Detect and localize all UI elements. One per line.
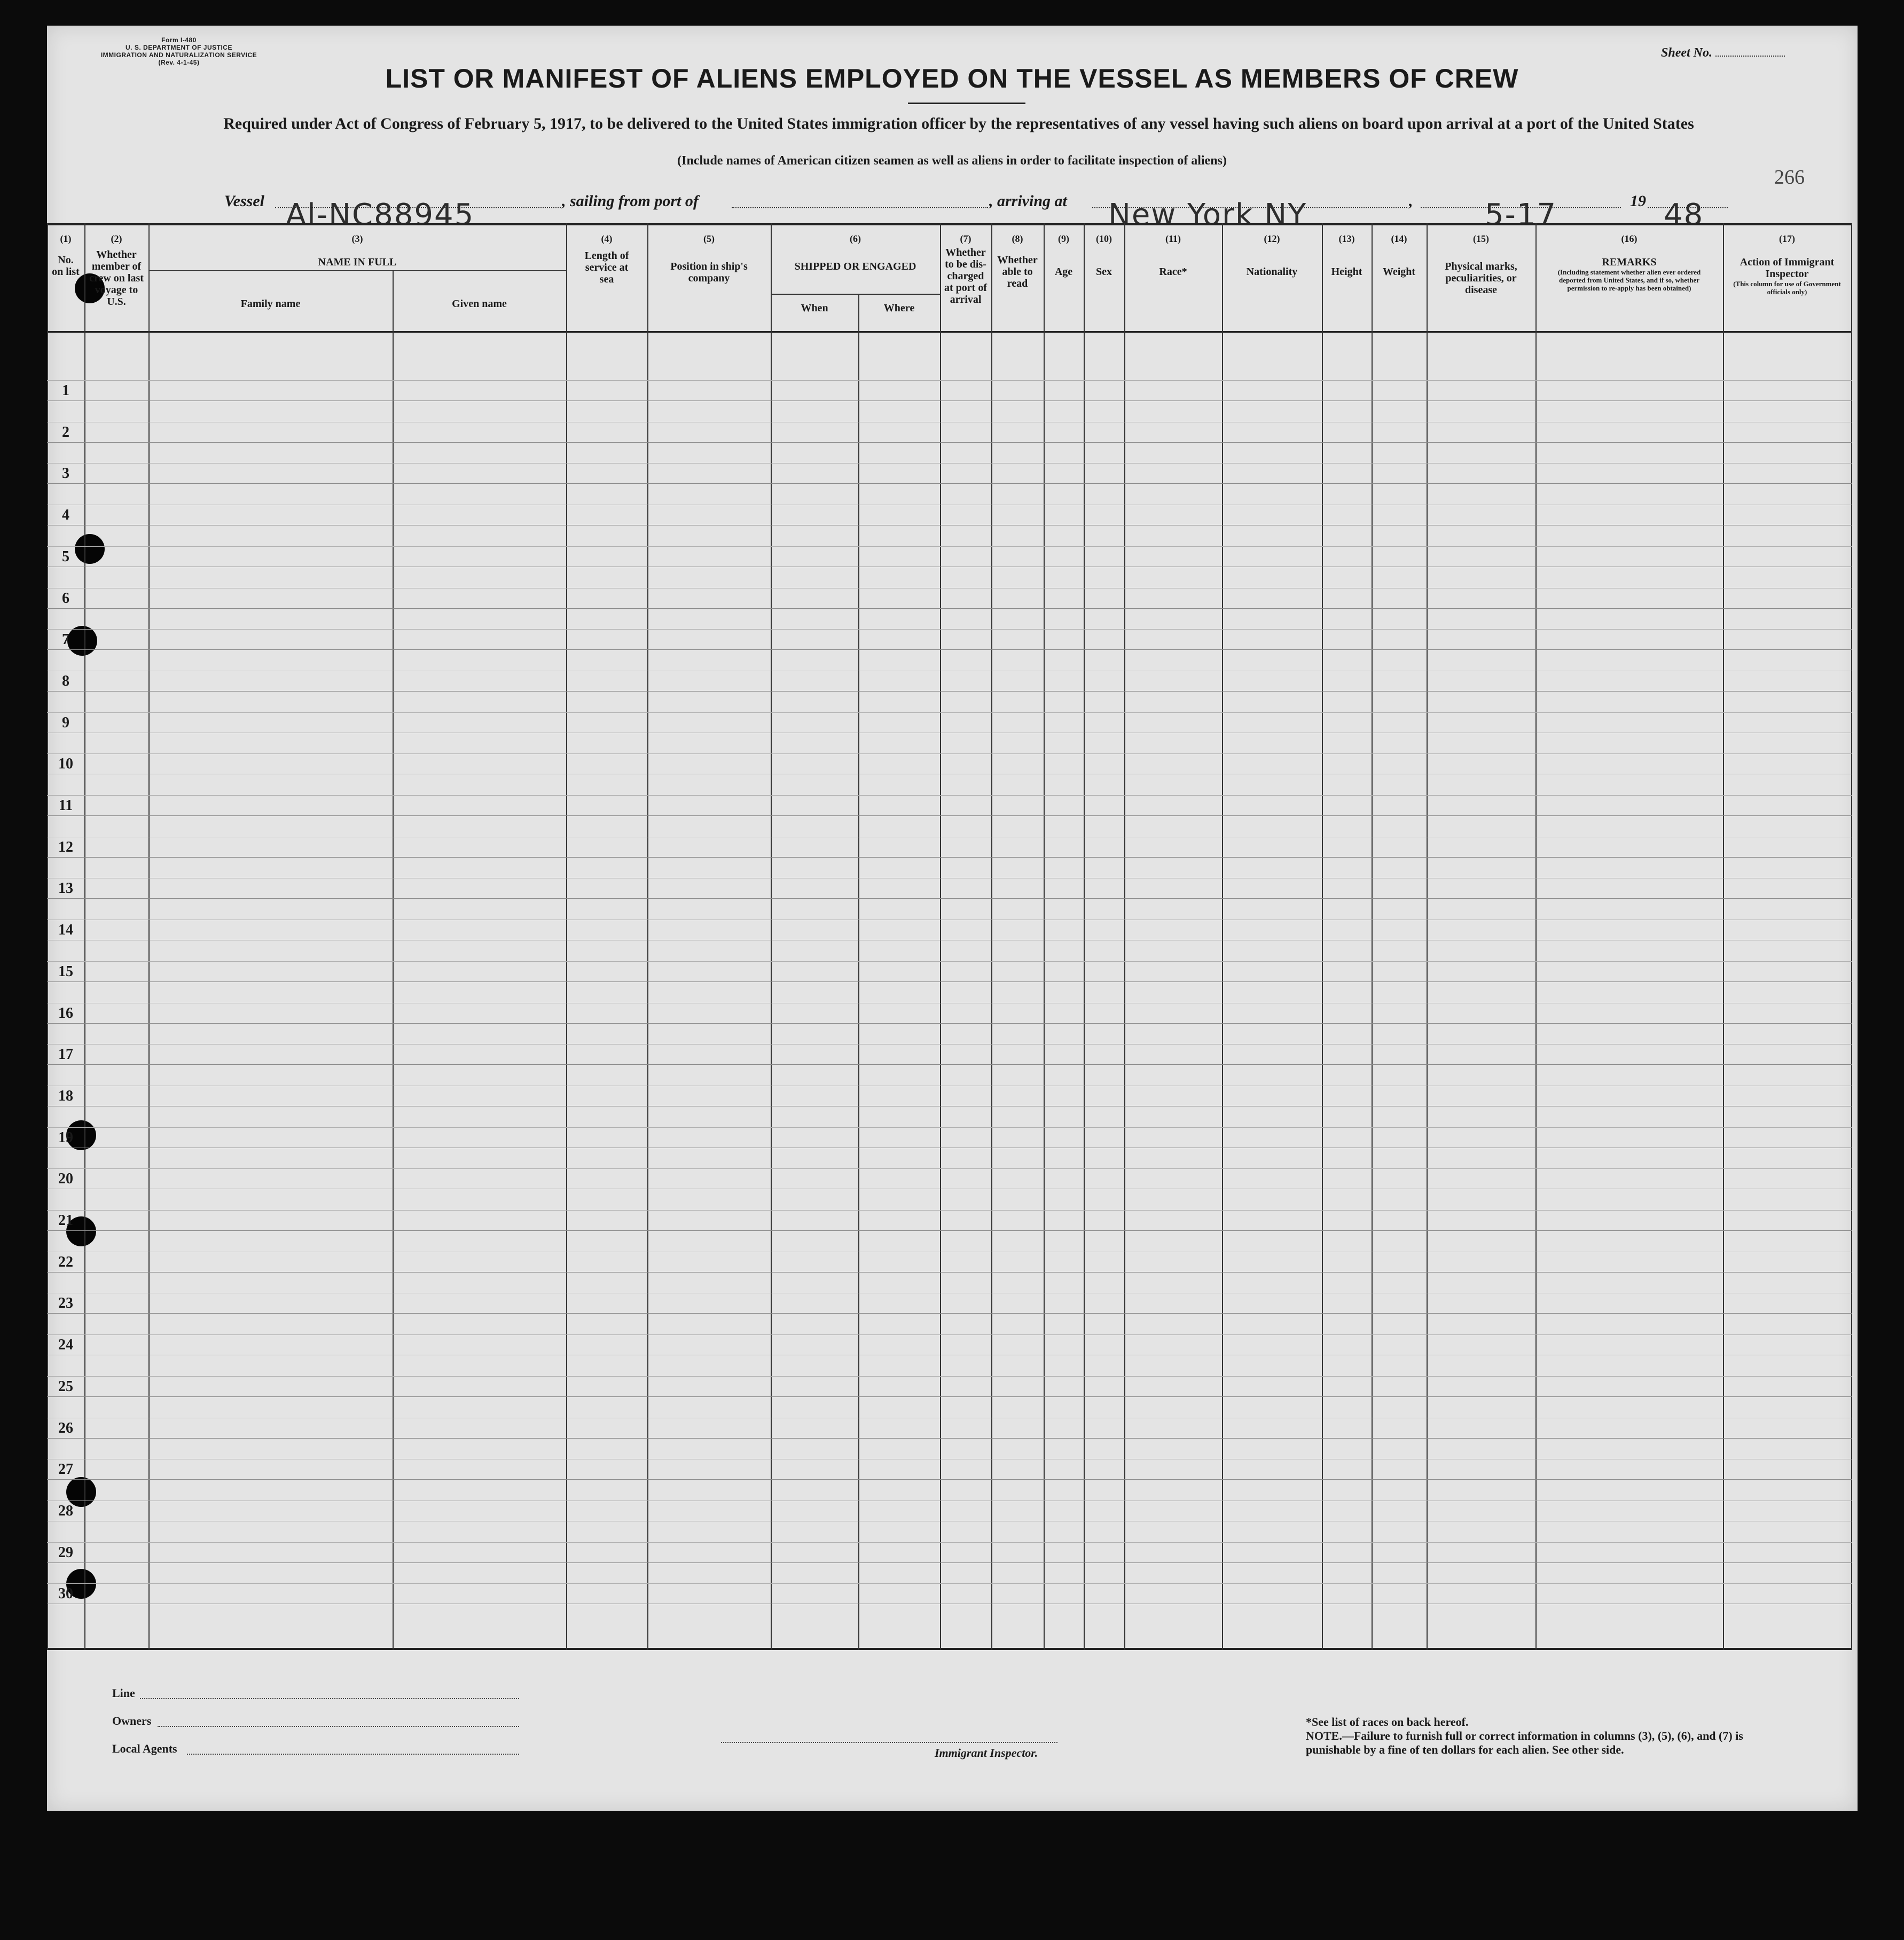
column-divider <box>1044 223 1045 1650</box>
row-number: 25 <box>58 1378 73 1395</box>
column-divider <box>1372 223 1373 1650</box>
col-label: Whether member of crew on last voyage to U.S. <box>89 249 144 308</box>
col-label: REMARKS <box>1602 256 1657 268</box>
sheet-number-blank[interactable] <box>1715 56 1785 57</box>
col-label: Action of Immigrant Inspector <box>1740 256 1835 280</box>
col-header-length-of-service <box>566 225 647 331</box>
table-row-subline <box>47 753 1852 754</box>
column-divider <box>991 223 992 1650</box>
table-row-subline <box>47 961 1852 962</box>
col-header-position <box>647 225 771 331</box>
column-divider <box>84 223 85 1650</box>
col-label: Sex <box>1096 266 1112 278</box>
sheet-number-label: Sheet No. <box>1661 46 1712 60</box>
table-row-line <box>47 815 1852 816</box>
table-row-line <box>47 442 1852 443</box>
arriving-at-label: , arriving at <box>989 192 1067 210</box>
page-subtitle: Required under Act of Congress of February 5, 1917, to be delivered to the United States immigration officer by the representatives of any vessel having such aliens on board upon arrival at a port of the United States <box>223 115 1694 132</box>
table-row-subline <box>47 463 1852 464</box>
col-number: (8) <box>1012 233 1023 244</box>
subheader-given-name: Given name <box>452 298 507 310</box>
row-number: 1 <box>62 382 69 399</box>
col-header-inspector-action <box>1723 225 1851 331</box>
row-number: 8 <box>62 673 69 689</box>
col-number: (17) <box>1779 233 1795 244</box>
row-number: 24 <box>58 1337 73 1353</box>
table-row-line <box>47 1562 1852 1563</box>
column-divider <box>647 223 648 1650</box>
table-row-line <box>47 649 1852 650</box>
column-divider <box>771 223 772 1650</box>
column-divider <box>393 270 394 1650</box>
table-row-line <box>47 1313 1852 1314</box>
row-number: 9 <box>62 714 69 731</box>
column-divider <box>1427 223 1428 1650</box>
column-divider <box>1851 223 1852 1650</box>
col-header-remarks <box>1535 225 1723 331</box>
title-underline <box>908 103 1025 104</box>
row-number: 23 <box>58 1295 73 1311</box>
row-number: 5 <box>62 548 69 565</box>
inspector-note: (This column for use of Government officials only) <box>1733 280 1841 296</box>
table-row-line <box>47 1438 1852 1439</box>
col-number: (12) <box>1264 233 1280 244</box>
row-number: 20 <box>58 1171 73 1187</box>
row-number: 30 <box>58 1585 73 1602</box>
col-header-discharged <box>940 225 991 331</box>
sailing-from-label: , sailing from port of <box>562 192 699 210</box>
table-row-subline <box>47 1376 1852 1377</box>
column-divider <box>940 223 941 1650</box>
race-note: *See list of races on back hereof. <box>1306 1715 1469 1729</box>
line-field[interactable] <box>140 1698 519 1699</box>
table-row-subline <box>47 629 1852 630</box>
col-number: (1) <box>60 233 72 244</box>
col-header-weight <box>1372 225 1427 331</box>
column-divider <box>148 223 150 1650</box>
subheader-where: Where <box>883 302 915 314</box>
table-row-line <box>47 400 1852 401</box>
table-row-line <box>47 608 1852 609</box>
row-number: 21 <box>58 1212 73 1229</box>
comma-separator: , <box>1409 192 1413 210</box>
col-label: NAME IN FULL <box>318 256 397 268</box>
col-number: (15) <box>1473 233 1489 244</box>
subheader-when: When <box>801 302 828 314</box>
col-label: Whether to be dis-charged at port of arrival <box>944 247 987 305</box>
col-number: (16) <box>1621 233 1637 244</box>
col-header-last-voyage <box>84 225 148 331</box>
page-title: LIST OR MANIFEST OF ALIENS EMPLOYED ON THE VESSEL AS MEMBERS OF CREW <box>385 64 1519 93</box>
col-number: (14) <box>1391 233 1407 244</box>
table-row-line <box>47 1023 1852 1024</box>
table-row-subline <box>47 712 1852 713</box>
column-divider <box>1222 223 1223 1650</box>
col-label: Whether able to read <box>997 254 1038 289</box>
table-row-subline <box>47 1210 1852 1211</box>
table-row-line <box>47 1479 1852 1480</box>
row-number: 27 <box>58 1461 73 1478</box>
col-number: (11) <box>1165 233 1181 244</box>
column-divider <box>858 294 859 1650</box>
row-number: 10 <box>58 756 73 772</box>
inspector-signature-field[interactable] <box>721 1742 1057 1743</box>
col-header-able-to-read <box>991 225 1044 331</box>
local-agents-field[interactable] <box>187 1754 519 1755</box>
col-label: Age <box>1054 266 1073 278</box>
column-divider <box>1322 223 1323 1650</box>
column-divider <box>1124 223 1125 1650</box>
line-label: Line <box>112 1686 135 1700</box>
penalty-note <box>1306 1729 1787 1757</box>
table-row-line <box>47 1230 1852 1231</box>
col-header-no-on-list <box>47 225 84 331</box>
row-number: 18 <box>58 1088 73 1104</box>
col-number: (10) <box>1096 233 1112 244</box>
arriving-at-field[interactable] <box>1092 198 1407 232</box>
owners-label: Owners <box>112 1714 152 1727</box>
table-row-line <box>47 1064 1852 1065</box>
table-row-subline <box>47 1168 1852 1169</box>
col-header-sex <box>1084 225 1124 331</box>
row-number: 19 <box>58 1129 73 1146</box>
table-row-subline <box>47 795 1852 796</box>
table-row-subline <box>47 380 1852 381</box>
col-number: (7) <box>960 233 971 244</box>
row-number: 26 <box>58 1420 73 1436</box>
footer-notes <box>1306 1715 1787 1757</box>
col-label: No. on list <box>52 254 80 278</box>
col-label: SHIPPED OR ENGAGED <box>794 261 916 272</box>
department-name: U. S. DEPARTMENT OF JUSTICE <box>126 44 232 51</box>
vessel-value: Al-NC88945 <box>286 198 475 232</box>
row-number: 12 <box>58 839 73 855</box>
col-label: Race* <box>1159 266 1187 278</box>
table-row-line <box>47 691 1852 692</box>
col-header-nationality <box>1222 225 1322 331</box>
col-number: (4) <box>601 233 613 244</box>
col-label: Height <box>1331 266 1362 278</box>
vessel-info-line <box>224 188 1762 232</box>
row-number: 3 <box>62 465 69 482</box>
crew-manifest-table <box>47 223 1852 1650</box>
year-field[interactable] <box>1648 198 1728 232</box>
col-number: (3) <box>351 233 363 244</box>
arriving-at-value: New York NY <box>1108 198 1307 232</box>
table-row-line <box>47 483 1852 484</box>
vessel-field[interactable] <box>275 198 561 232</box>
inspector-label: Immigrant Inspector. <box>935 1746 1038 1760</box>
col-label: Physical marks, peculiarities, or disease <box>1445 261 1517 296</box>
row-number: 2 <box>62 424 69 441</box>
sailing-from-field[interactable] <box>732 207 988 208</box>
remarks-note: (Including statement whether alien ever ordered deported from United States, and if so, whether permission to re-apply has been obtained) <box>1557 268 1701 292</box>
row-number: 16 <box>58 1005 73 1022</box>
note-label: NOTE. <box>1306 1729 1342 1742</box>
row-number: 28 <box>58 1503 73 1519</box>
year-prefix: 19 <box>1630 192 1646 210</box>
form-identification <box>91 36 267 66</box>
col-header-age <box>1044 225 1084 331</box>
service-name: IMMIGRATION AND NATURALIZATION SERVICE <box>100 51 257 59</box>
col-label: Weight <box>1382 266 1416 278</box>
row-number: 7 <box>62 631 69 648</box>
table-row-subline <box>47 1334 1852 1335</box>
table-row-line <box>47 1272 1852 1273</box>
form-revision: (Rev. 4-1-45) <box>158 59 200 66</box>
row-number: 15 <box>58 963 73 980</box>
row-number: 14 <box>58 922 73 938</box>
note-text: —Failure to furnish full or correct information in columns (3), (5), (6), and (7) is punishable by a fine of ten dollars for each alien. See other side. <box>1306 1729 1743 1756</box>
sheet-number-field[interactable] <box>1661 46 1785 60</box>
table-row-subline <box>47 1127 1852 1128</box>
col-number: (6) <box>850 233 861 244</box>
date-field[interactable] <box>1421 198 1621 232</box>
header-bottom-border <box>47 331 1852 333</box>
table-row-subline <box>47 1542 1852 1543</box>
subheader-family-name: Family name <box>240 298 301 310</box>
form-number: Form I-480 <box>161 36 197 44</box>
row-number: 17 <box>58 1046 73 1063</box>
row-number: 29 <box>58 1544 73 1561</box>
date-value: 5-17 <box>1485 198 1557 232</box>
col-label: Nationality <box>1246 266 1298 278</box>
subtitle-note: (Include names of American citizen seamen as well as aliens in order to facilitate inspection of aliens) <box>677 154 1227 168</box>
column-divider <box>1723 223 1724 1650</box>
year-value: 48 <box>1664 198 1704 232</box>
column-divider <box>566 223 567 1650</box>
col-header-physical-marks <box>1427 225 1535 331</box>
col-number: (9) <box>1058 233 1069 244</box>
col-number: (2) <box>111 233 122 244</box>
table-row-subline <box>47 1583 1852 1584</box>
col-label: Length of service at sea <box>584 250 629 285</box>
row-number: 13 <box>58 880 73 897</box>
row-number: 22 <box>58 1254 73 1270</box>
table-row-line <box>47 1396 1852 1397</box>
col-label: Position in ship's company <box>670 261 748 284</box>
col-header-race <box>1124 225 1222 331</box>
row-number: 6 <box>62 590 69 607</box>
owners-field[interactable] <box>158 1726 519 1727</box>
table-row-line <box>47 857 1852 858</box>
column-divider <box>1084 223 1085 1650</box>
row-number: 11 <box>58 797 73 814</box>
table-row-line <box>47 981 1852 982</box>
local-agents-label: Local Agents <box>112 1742 177 1755</box>
col-number: (5) <box>703 233 715 244</box>
table-bottom-border <box>47 1648 1852 1650</box>
col-header-height <box>1322 225 1372 331</box>
stamped-page-number: 266 <box>1774 166 1805 188</box>
vessel-label: Vessel <box>224 192 264 210</box>
table-row-subline <box>47 546 1852 547</box>
table-row-line <box>47 898 1852 899</box>
column-divider <box>1535 223 1537 1650</box>
col-number: (13) <box>1338 233 1355 244</box>
row-number: 4 <box>62 507 69 523</box>
